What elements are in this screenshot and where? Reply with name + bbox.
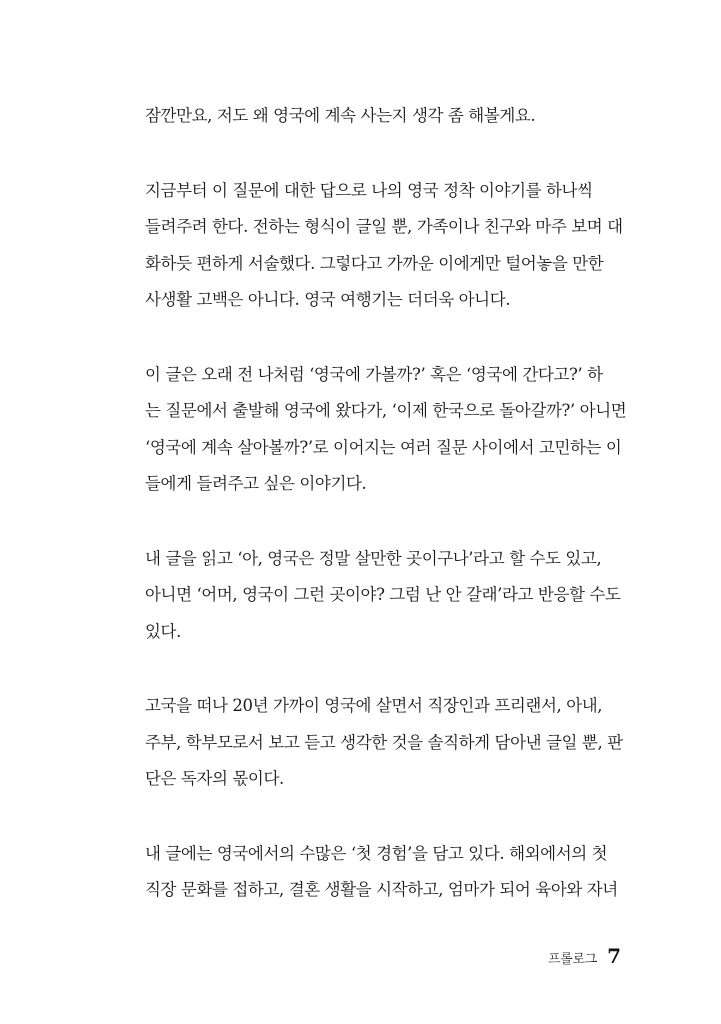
text-line: 고국을 떠나 20년 가까이 영국에 살면서 직장인과 프리랜서, 아내, bbox=[145, 696, 603, 715]
body-text bbox=[126, 98, 627, 947]
text-line: 아니면 ‘어머, 영국이 그런 곳이야? 그럼 난 안 갈래’라고 반응할 수도 bbox=[145, 585, 621, 604]
page-footer bbox=[548, 944, 621, 968]
paragraph bbox=[126, 688, 621, 798]
text-line: 이 글은 오래 전 나처럼 ‘영국에 가볼까?’ 혹은 ‘영국에 간다고?’ 하 bbox=[145, 364, 603, 384]
text-line: 직장 문화를 접하고, 결혼 생활을 시작하고, 엄마가 되어 육아와 자녀 bbox=[145, 880, 618, 899]
text-line: 지금부터 이 질문에 대한 답으로 나의 영국 정착 이야기를 하나씩 bbox=[145, 180, 593, 200]
text-line: ‘영국에 계속 살아볼까?’로 이어지는 여러 질문 사이에서 고민하는 이 bbox=[145, 437, 622, 457]
text-line: 주부, 학부모로서 보고 듣고 생각한 것을 솔직하게 담아낸 글일 뿐, 판 bbox=[145, 732, 623, 752]
text-line: 는 질문에서 출발해 영국에 왔다가, ‘이제 한국으로 돌아갈까?’ 아니면 bbox=[145, 401, 627, 420]
text-line: 화하듯 편하게 서술했다. 그렇다고 가까운 이에게만 털어놓을 만한 bbox=[145, 253, 604, 273]
text-line: 내 글에는 영국에서의 수많은 ‘첫 경험’을 담고 있다. 해외에서의 첫 bbox=[145, 843, 608, 863]
paragraph bbox=[126, 357, 627, 503]
text-line: 내 글을 읽고 ‘아, 영국은 정말 살만한 곳이구나’라고 할 수도 있고, bbox=[145, 548, 602, 568]
paragraph bbox=[126, 173, 621, 319]
section-label: 프롤로그 bbox=[548, 952, 598, 967]
text-line: 들에게 들려주고 싶은 이야기다. bbox=[145, 474, 367, 493]
text-line: 들려주려 한다. 전하는 형식이 글일 뿐, 가족이나 친구와 마주 보며 대 bbox=[145, 217, 623, 236]
page-number: 7 bbox=[607, 944, 621, 968]
text-line: 단은 독자의 몫이다. bbox=[145, 769, 284, 788]
text-line: 사생활 고백은 아니다. 영국 여행기는 더더욱 아니다. bbox=[145, 290, 511, 309]
paragraph bbox=[126, 836, 621, 909]
paragraph bbox=[126, 541, 621, 651]
text-line: 있다. bbox=[145, 621, 181, 641]
text-line: 잠깐만요, 저도 왜 영국에 계속 사는지 생각 좀 해볼게요. bbox=[145, 106, 536, 125]
paragraph bbox=[126, 98, 621, 135]
